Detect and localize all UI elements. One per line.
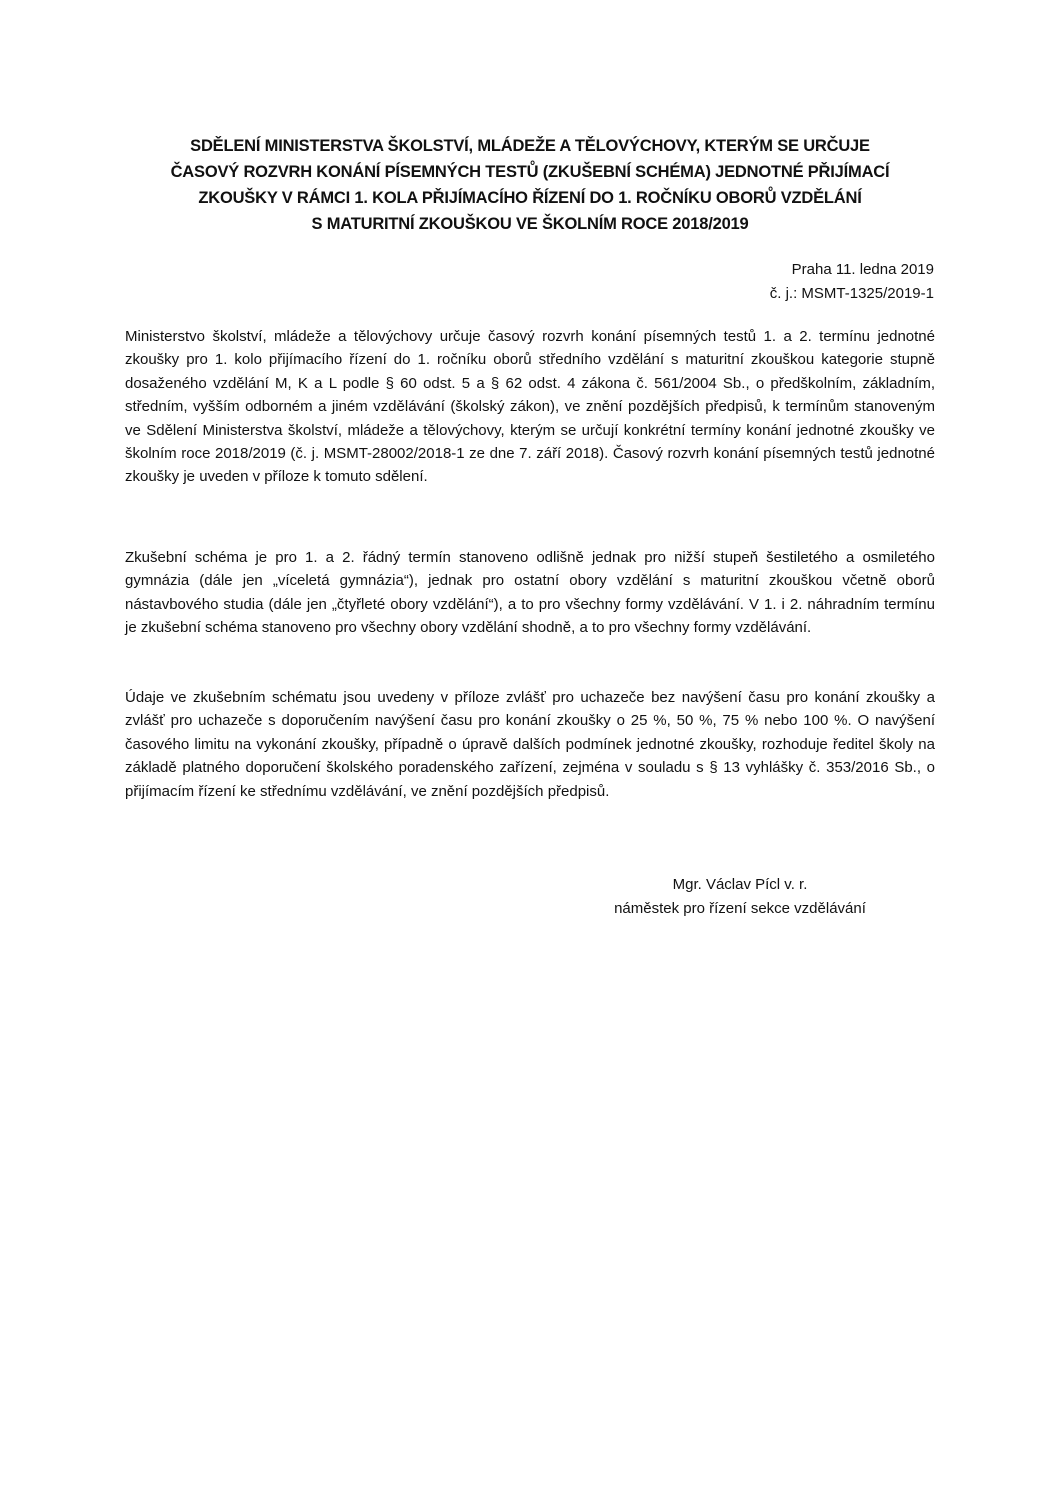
paragraph-time-extension: Údaje ve zkušebním schématu jsou uvedeny v příloze zvlášť pro uchazeče bez navýšení času pro konání zkoušky a zvlášť pro uchazeče s doporučením navýšení času pro konání zkoušky o 25 %, 50 %, 75 % nebo 100 %. O navýšení časového limitu na vykonání zkoušky, případně o úpravě dalších podmínek jednotné zkoušky, rozhoduje ředitel školy na základě platného doporučení školského poradenského zařízení, zejména v souladu s § 13 vyhlášky č. 353/2016 Sb., o přijímacím řízení ke střednímu vzdělávání, ve znění pozdějších předpisů. — [125, 689, 935, 800]
title-line: ZKOUŠKY V RÁMCI 1. KOLA PŘIJÍMACÍHO ŘÍZENÍ DO 1. ROČNÍKU OBORŮ VZDĚLÁNÍ — [198, 189, 862, 207]
signatory-name: Mgr. Václav Pícl v. r. — [672, 876, 808, 893]
document-title — [130, 133, 930, 237]
paragraph-exam-scheme: Zkušební schéma je pro 1. a 2. řádný termín stanoveno odlišně jednak pro nižší stupeň šestiletého a osmiletého gymnázia (dále jen „víceletá gymnázia“), jednak pro ostatní obory vzdělání s maturitní zkouškou včetně oborů nástavbového studia (dále jen „čtyřleté obory vzdělání“), a to pro všechny formy vzdělávání. V 1. i 2. náhradním termínu je zkušební schéma stanoveno pro všechny obory vzdělání shodně, a to pro všechny formy vzdělávání. — [125, 549, 935, 637]
title-line: ČASOVÝ ROZVRH KONÁNÍ PÍSEMNÝCH TESTŮ (ZKUŠEBNÍ SCHÉMA) JEDNOTNÉ PŘIJÍMACÍ — [170, 163, 890, 181]
signature-block — [580, 873, 900, 921]
paragraph-intro: Ministerstvo školství, mládeže a tělovýchovy určuje časový rozvrh konání písemných testů 1. a 2. termínu jednotné zkoušky pro 1. kolo přijímacího řízení do 1. ročníku oborů středního vzdělání s maturitní zkouškou kategorie stupně dosaženého vzdělání M, K a L podle § 60 odst. 5 a § 62 odst. 4 zákona č. 561/2004 Sb., o předškolním, základním, středním, vyšším odborném a jiném vzdělávání (školský zákon), ve znění pozdějších předpisů, k termínům stanoveným ve Sdělení Ministerstva školství, mládeže a tělovýchovy, kterým se určují konkrétní termíny konání jednotné zkoušky ve školním roce 2018/2019 (č. j. MSMT-28002/2018-1 ze dne 7. září 2018). Časový rozvrh konání písemných testů jednotné zkoušky je uveden v příloze k tomuto sdělení. — [125, 328, 935, 486]
signatory-title: náměstek pro řízení sekce vzdělávání — [614, 900, 866, 917]
title-line: S MATURITNÍ ZKOUŠKOU VE ŠKOLNÍM ROCE 2018/2019 — [311, 215, 749, 233]
place-date: Praha 11. ledna 2019 — [791, 261, 934, 278]
reference-number: č. j.: MSMT-1325/2019-1 — [769, 285, 934, 302]
title-line: SDĚLENÍ MINISTERSTVA ŠKOLSTVÍ, MLÁDEŽE A TĚLOVÝCHOVY, KTERÝM SE URČUJE — [190, 137, 870, 155]
document-meta — [770, 258, 934, 306]
